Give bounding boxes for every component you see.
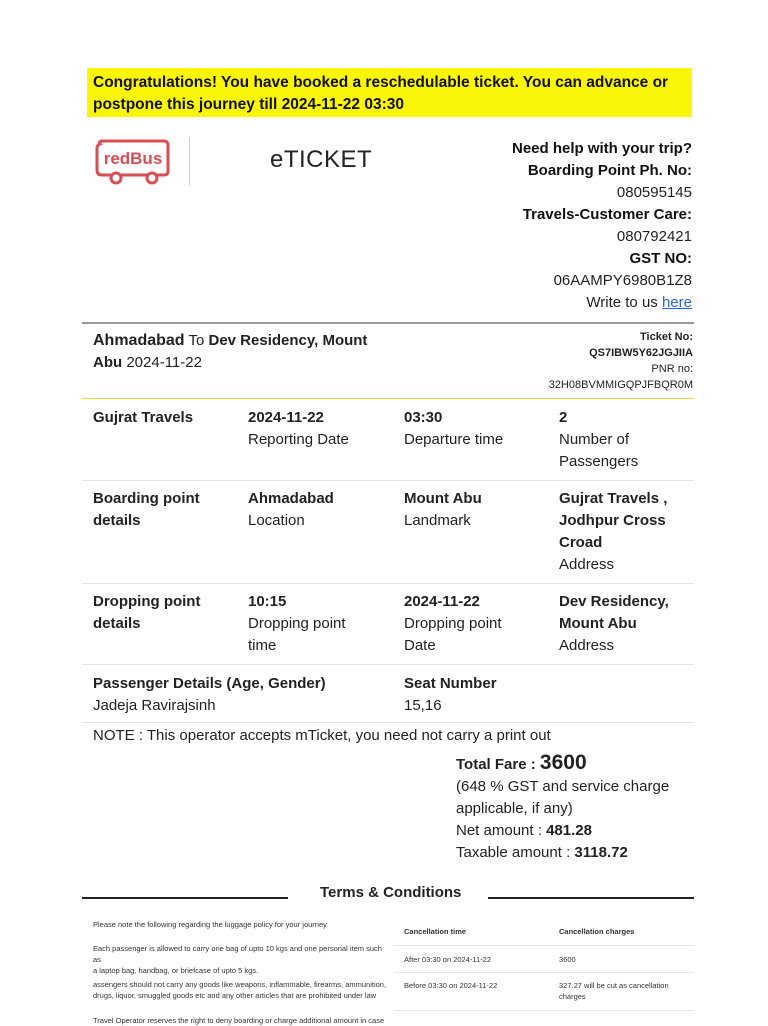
help-block <box>512 138 692 314</box>
reschedule-banner <box>87 68 692 117</box>
write-here-link[interactable]: here <box>661 294 692 311</box>
passenger-name: Jadeja Ravirajsinh <box>93 697 216 714</box>
care-label: Travels-Customer Care: <box>522 206 692 223</box>
gst-note-a: (648 % GST and service charge <box>456 778 670 795</box>
reporting-date-cell <box>248 407 349 451</box>
dropping-time: 10:15 <box>248 593 287 610</box>
page-title: eTICKET <box>270 146 373 173</box>
dropping-label-a: Dropping point <box>93 593 201 610</box>
boarding-label-a: Boarding point <box>93 490 200 507</box>
boarding-phone-label: Boarding Point Ph. No: <box>527 162 692 179</box>
dropping-date-cell <box>404 591 502 657</box>
cancellation-time-header: Cancellation time <box>404 927 467 936</box>
header-divider <box>82 322 694 324</box>
boarding-location-label: Location <box>248 512 305 529</box>
passengers-cell <box>559 407 638 473</box>
luggage-rule-1b: a laptop bag, handbag, or briefcase of upto 5 kgs. <box>93 966 259 975</box>
boarding-label-b: details <box>93 512 141 529</box>
seat-number: 15,16 <box>404 697 442 714</box>
luggage-rule-1a: Each passenger is allowed to carry one bag of upto 10 kgs and one personal item such as <box>93 944 382 964</box>
gst-note-b: applicable, if any) <box>456 800 573 817</box>
dropping-time-cell <box>248 591 346 657</box>
dropping-date: 2024-11-22 <box>404 593 480 610</box>
dropping-label-b: details <box>93 615 141 632</box>
row-divider <box>82 722 694 723</box>
departure-time-label: Departure time <box>404 431 504 448</box>
luggage-rule-2a: assengers should not carry any goods like weapons, inflammable, firearms, ammunition, <box>93 980 387 989</box>
taxable-amount-label: Taxable amount : <box>456 844 571 861</box>
ticket-info <box>549 329 693 393</box>
luggage-rule-1 <box>93 943 388 976</box>
taxable-amount-value: 3118.72 <box>574 844 628 861</box>
boarding-location: Ahmadabad <box>248 490 334 507</box>
route-to-a: Dev Residency, Mount <box>208 332 368 349</box>
dropping-time-label-a: Dropping point <box>248 615 346 632</box>
boarding-address-c: Croad <box>559 534 603 551</box>
table-divider <box>394 1010 694 1011</box>
fare-block <box>456 752 696 864</box>
boarding-location-cell <box>248 488 334 532</box>
mticket-note: NOTE : This operator accepts mTicket, you need not carry a print out <box>93 727 551 744</box>
luggage-rule-2b: drugs, liquor, smuggled goods etc and any other articles that are prohibited under law <box>93 991 377 1000</box>
seat-label: Seat Number <box>404 675 497 692</box>
row-divider <box>82 480 694 481</box>
ticket-label: Ticket No: <box>640 331 693 343</box>
dropping-label-cell <box>93 591 200 635</box>
route-to-b: Abu <box>93 354 123 371</box>
cancel-row-2-charge-a: 327.27 will be cut as cancellation <box>559 981 669 990</box>
cancel-row-1-time: After 03:30 on 2024-11-22 <box>404 955 492 964</box>
dropping-date-label-a: Dropping point <box>404 615 502 632</box>
luggage-rule-3: Travel Operator reserves the right to deny boarding or charge additional amount in case <box>93 1016 385 1025</box>
route-date: 2024-11-22 <box>126 354 202 371</box>
pnr-number: 32H08BVMMIGQPJFBQR0M <box>548 379 693 391</box>
boarding-label-cell <box>93 488 200 532</box>
operator-cell <box>93 407 193 429</box>
cancel-row-2-charge-b: charges <box>559 992 586 1001</box>
redbus-logo <box>94 138 172 191</box>
reporting-date: 2024-11-22 <box>248 409 324 426</box>
terms-line-right <box>488 897 694 899</box>
gst-label: GST NO: <box>629 250 692 267</box>
net-amount-label: Net amount : <box>456 822 542 839</box>
table-divider <box>394 945 694 946</box>
ticket-number: QS7IBW5Y62JGJIIA <box>589 347 693 359</box>
luggage-rule-2 <box>93 979 388 1001</box>
dropping-address-b: Mount Abu <box>559 615 637 632</box>
bus-icon <box>94 138 172 186</box>
gst-value: 06AAMPY6980B1Z8 <box>553 272 692 289</box>
boarding-landmark-cell <box>404 488 482 532</box>
reporting-date-label: Reporting Date <box>248 431 349 448</box>
cancel-row-1-charge: 3600 <box>559 955 576 964</box>
total-fare-row <box>456 752 696 776</box>
route-to-word: To <box>188 332 205 349</box>
net-amount-value: 481.28 <box>546 822 592 839</box>
row-divider <box>82 583 694 584</box>
net-amount-row <box>456 820 696 842</box>
total-fare-label: Total Fare : <box>456 756 536 773</box>
cancellation-charges-header: Cancellation charges <box>559 927 635 936</box>
total-fare-value: 3600 <box>539 751 587 774</box>
seat-cell <box>404 673 497 717</box>
logo-text: redBus <box>103 149 163 168</box>
cancel-row-2-time: Before 03:30 on 2024-11-22 <box>404 981 498 990</box>
dropping-address-cell <box>559 591 669 657</box>
terms-line-left <box>82 897 288 899</box>
dropping-time-label-b: time <box>248 637 277 654</box>
departure-cell <box>404 407 503 451</box>
banner-text: Congratulations! You have booked a reschedulable ticket. You can advance or postpone this journey till 2024-11-22 03:30 <box>93 74 669 113</box>
boarding-address-a: Gujrat Travels , <box>559 490 668 507</box>
dropping-address-label: Address <box>559 637 615 654</box>
cancel-row-2-charge <box>559 980 669 1002</box>
route-from: Ahmadabad <box>93 332 185 349</box>
help-heading: Need help with your trip? <box>511 140 692 157</box>
yellow-divider <box>82 398 694 399</box>
dropping-date-label-b: Date <box>404 637 436 654</box>
route-summary <box>93 330 393 374</box>
passenger-label-a: Number of <box>559 431 630 448</box>
write-to-us <box>512 292 692 314</box>
passenger-details-cell <box>93 673 326 717</box>
operator-name: Gujrat Travels <box>93 409 194 426</box>
passenger-count: 2 <box>559 409 568 426</box>
dropping-address-a: Dev Residency, <box>559 593 669 610</box>
pnr-label: PNR no: <box>651 363 693 375</box>
boarding-address-cell <box>559 488 667 576</box>
boarding-phone: 080595145 <box>616 184 692 201</box>
departure-time: 03:30 <box>404 409 443 426</box>
care-phone: 080792421 <box>616 228 692 245</box>
passenger-label-b: Passengers <box>559 453 639 470</box>
row-divider <box>82 664 694 665</box>
write-text: Write to us <box>586 294 658 311</box>
taxable-amount-row <box>456 842 696 864</box>
boarding-address-label: Address <box>559 556 615 573</box>
table-divider <box>394 972 694 973</box>
passenger-details-label: Passenger Details (Age, Gender) <box>93 675 326 692</box>
luggage-intro: Please note the following regarding the luggage policy for your journey <box>93 920 327 929</box>
boarding-landmark-label: Landmark <box>404 512 471 529</box>
terms-title: Terms & Conditions <box>320 884 462 901</box>
boarding-landmark: Mount Abu <box>404 490 482 507</box>
logo-divider <box>189 137 190 185</box>
boarding-address-b: Jodhpur Cross <box>559 512 666 529</box>
